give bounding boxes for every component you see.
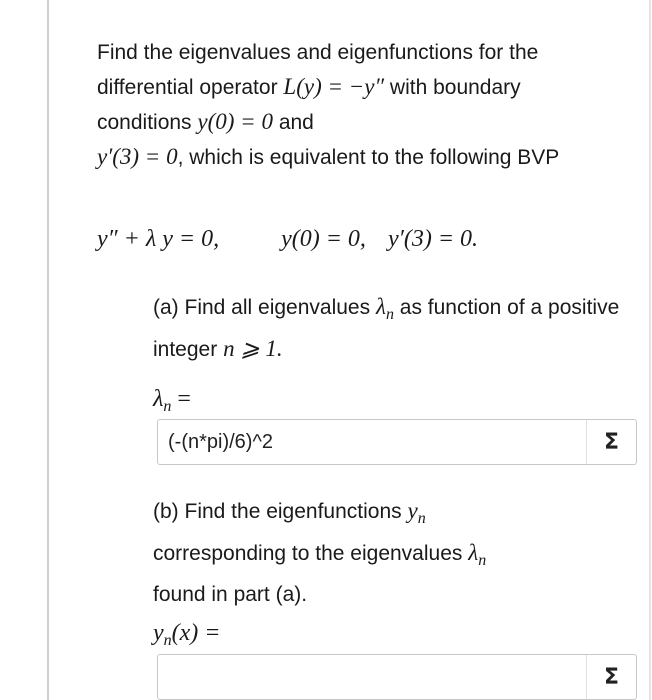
part-a-condition: n ⩾ 1.	[223, 336, 283, 361]
right-border	[649, 0, 651, 700]
intro-text-1: Find the eigenvalues and eigenfunctions for the differential operator	[97, 41, 539, 99]
bvp-bc2: y′(3) = 0.	[387, 226, 479, 252]
problem-intro	[97, 36, 617, 175]
part-a-text-1: (a) Find all eigenvalues	[153, 296, 371, 319]
sigma-icon: Σ	[603, 664, 620, 690]
part-b-text-2: corresponding to the eigenvalues	[153, 542, 463, 565]
boundary-condition-2: y′(3) = 0	[97, 144, 178, 169]
part-b-text-1: (b) Find the eigenfunctions	[153, 500, 402, 523]
part-b-question	[153, 494, 623, 612]
part-a-answer-box	[157, 419, 637, 465]
part-a-answer-label: $\lambda_n$ =	[153, 386, 191, 415]
operator-expression: L(y) = −y″	[283, 74, 385, 99]
part-b-answer-input[interactable]	[168, 655, 568, 699]
bvp-bc1: y(0) = 0,	[281, 226, 366, 252]
part-b-answer-box	[157, 654, 637, 700]
part-b-symbol: $y_n$	[407, 498, 426, 527]
intro-text-3: and	[278, 111, 314, 134]
boundary-condition-1: y(0) = 0	[197, 109, 273, 134]
bvp-ode: y″ + λ y = 0,	[97, 226, 220, 252]
bvp-equation	[97, 226, 478, 253]
part-b-answer-label: $y_n(x)$ =	[153, 620, 221, 649]
part-a-text-2: as function of a positive integer	[153, 296, 620, 361]
part-b-text-3: found in part (a).	[153, 583, 308, 606]
part-a-answer-input[interactable]	[168, 420, 568, 464]
part-a-question	[153, 290, 623, 367]
sigma-icon: Σ	[603, 429, 620, 455]
part-a-equation-editor-button[interactable]	[586, 420, 636, 464]
problem-statement	[97, 36, 617, 175]
intro-text-2: with boundary conditions	[97, 76, 521, 134]
intro-text-4: , which is equivalent to the following BVP	[177, 146, 560, 169]
part-a-symbol: $\lambda_n$	[375, 294, 394, 323]
left-border	[47, 0, 49, 700]
part-b-equation-editor-button[interactable]	[586, 655, 636, 699]
part-b-symbol-2: $\lambda_n$	[468, 540, 487, 569]
